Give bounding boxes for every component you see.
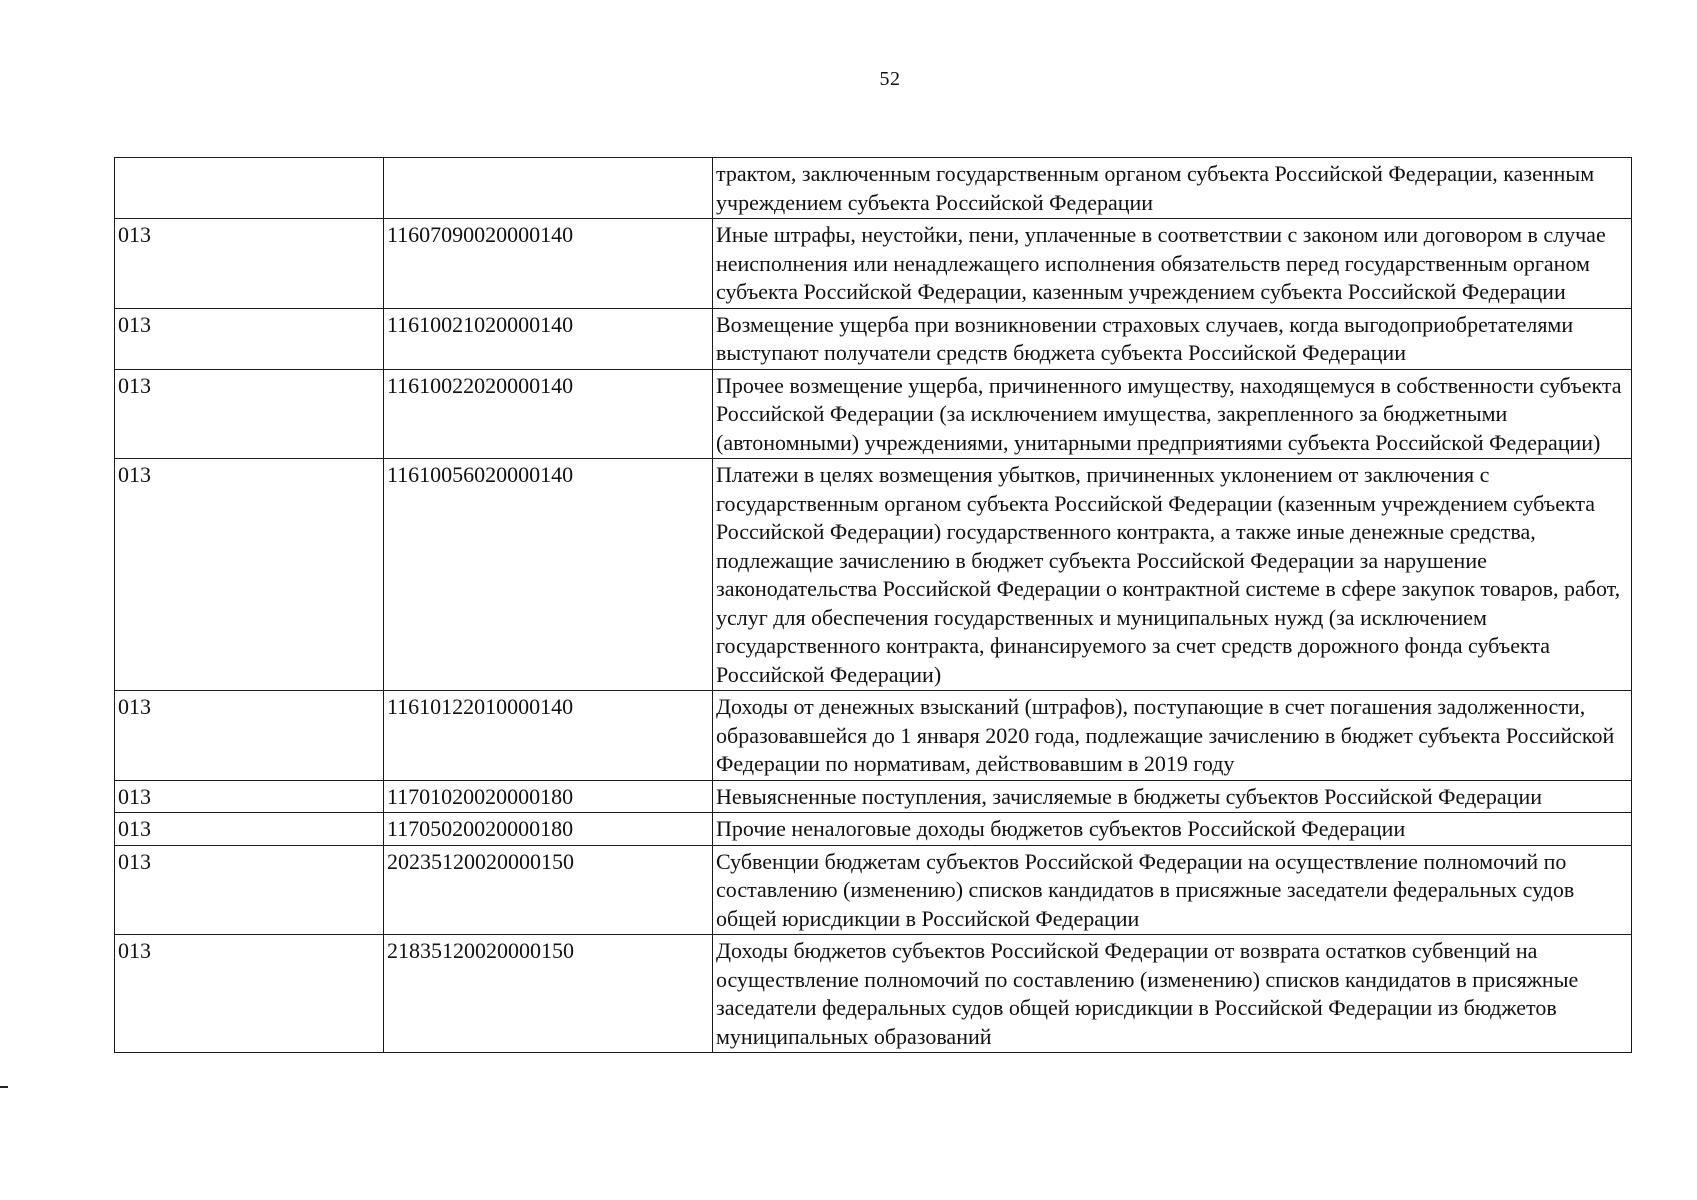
table-row bbox=[115, 780, 1632, 813]
description-cell: Доходы бюджетов субъектов Российской Федерации от возврата остатков субвенций на осуществление полномочий по составлению (изменению) списков кандидатов в присяжные заседатели федеральных судов общей юрисдикции в Российской Федерации из бюджетов муниципальных образований bbox=[713, 935, 1632, 1053]
admin-code-cell: 013 bbox=[115, 691, 384, 781]
admin-code-cell: 013 bbox=[115, 219, 384, 309]
budget-code-cell: 11701020020000180 bbox=[384, 780, 713, 813]
budget-code-cell: 20235120020000150 bbox=[384, 845, 713, 935]
budget-code-cell: 21835120020000150 bbox=[384, 935, 713, 1053]
table-row bbox=[115, 813, 1632, 846]
admin-code-cell: 013 bbox=[115, 845, 384, 935]
admin-code-cell: 013 bbox=[115, 780, 384, 813]
table-row bbox=[115, 935, 1632, 1053]
table-row bbox=[115, 691, 1632, 781]
budget-code-cell bbox=[384, 158, 713, 219]
admin-code-cell: 013 bbox=[115, 459, 384, 691]
budget-code-cell: 11610056020000140 bbox=[384, 459, 713, 691]
description-cell: трактом, заключенным государственным органом субъекта Российской Федерации, казенным учреждением субъекта Российской Федерации bbox=[713, 158, 1632, 219]
admin-code-cell: 013 bbox=[115, 308, 384, 369]
budget-code-cell: 11610122010000140 bbox=[384, 691, 713, 781]
admin-code-cell: 013 bbox=[115, 935, 384, 1053]
admin-code-cell: 013 bbox=[115, 369, 384, 459]
table-row bbox=[115, 369, 1632, 459]
description-cell: Прочее возмещение ущерба, причиненного имуществу, находящемуся в собственности субъекта Российской Федерации (за исключением имущества, закрепленного за бюджетными (автономными) учреждениями, унитарными предприятиями субъекта Российской Федерации) bbox=[713, 369, 1632, 459]
table-row bbox=[115, 219, 1632, 309]
description-cell: Невыясненные поступления, зачисляемые в бюджеты субъектов Российской Федерации bbox=[713, 780, 1632, 813]
description-cell: Возмещение ущерба при возникновении страховых случаев, когда выгодоприобретателями выступают получатели средств бюджета субъекта Российской Федерации bbox=[713, 308, 1632, 369]
admin-code-cell bbox=[115, 158, 384, 219]
description-cell: Платежи в целях возмещения убытков, причиненных уклонением от заключения с государственным органом субъекта Российской Федерации (казенным учреждением субъекта Российской Федерации) государственного контракта, а также иные денежные средства, подлежащие зачислению в бюджет субъекта Российской Федерации за нарушение законодательства Российской Федерации о контрактной системе в сфере закупок товаров, работ, услуг для обеспечения государственных и муниципальных нужд (за исключением государственного контракта, финансируемого за счет средств дорожного фонда субъекта Российской Федерации) bbox=[713, 459, 1632, 691]
description-cell: Прочие неналоговые доходы бюджетов субъектов Российской Федерации bbox=[713, 813, 1632, 846]
budget-code-cell: 11610022020000140 bbox=[384, 369, 713, 459]
table-row bbox=[115, 308, 1632, 369]
revenue-codes-table bbox=[114, 157, 1632, 1053]
description-cell: Доходы от денежных взысканий (штрафов), поступающие в счет погашения задолженности, образовавшейся до 1 января 2020 года, подлежащие зачислению в бюджет субъекта Российской Федерации по нормативам, действовавшим в 2019 году bbox=[713, 691, 1632, 781]
page-number: 52 bbox=[879, 68, 901, 90]
description-cell: Иные штрафы, неустойки, пени, уплаченные в соответствии с законом или договором в случае неисполнения или ненадлежащего исполнения обязательств перед государственным органом субъекта Российской Федерации, казенным учреждением субъекта Российской Федерации bbox=[713, 219, 1632, 309]
table-row bbox=[115, 459, 1632, 691]
table-row bbox=[115, 158, 1632, 219]
admin-code-cell: 013 bbox=[115, 813, 384, 846]
budget-code-cell: 11610021020000140 bbox=[384, 308, 713, 369]
table-row bbox=[115, 845, 1632, 935]
margin-tick-mark bbox=[0, 1086, 8, 1088]
budget-code-cell: 11607090020000140 bbox=[384, 219, 713, 309]
budget-code-cell: 11705020020000180 bbox=[384, 813, 713, 846]
description-cell: Субвенции бюджетам субъектов Российской Федерации на осуществление полномочий по составлению (изменению) списков кандидатов в присяжные заседатели федеральных судов общей юрисдикции в Российской Федерации bbox=[713, 845, 1632, 935]
